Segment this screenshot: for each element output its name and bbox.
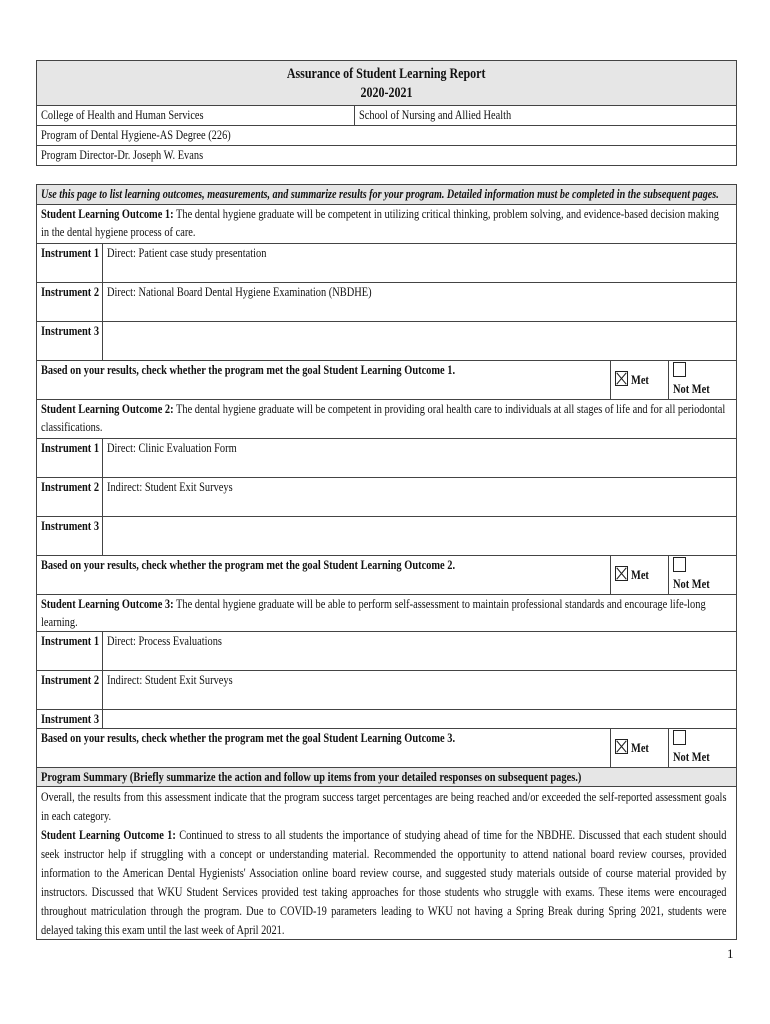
outcome-2-check-question bbox=[37, 556, 611, 595]
outcome-3-met-checkbox[interactable] bbox=[611, 729, 669, 768]
outcome-2-met-checkbox[interactable] bbox=[611, 556, 669, 595]
outcome-1-instrument-3-cell bbox=[103, 322, 737, 361]
program-cell bbox=[37, 126, 737, 146]
outcome-2-instrument-3-cell bbox=[103, 517, 737, 556]
instrument-label: Instrument 1 bbox=[41, 440, 100, 455]
program-name: Program of Dental Hygiene-AS Degree (226) bbox=[41, 127, 231, 142]
instrument-label: Instrument 3 bbox=[41, 711, 100, 726]
college-cell bbox=[37, 106, 355, 126]
not-met-label: Not Met bbox=[673, 381, 710, 396]
instrument-label: Instrument 2 bbox=[41, 479, 100, 494]
not-met-label: Not Met bbox=[673, 749, 710, 764]
outcome-3-instrument-2-cell bbox=[103, 671, 737, 710]
outcome-3-instrument-2-label-cell bbox=[37, 671, 103, 710]
outcome-1-label: Student Learning Outcome 1: bbox=[41, 206, 174, 221]
outcome-3-not-met-checkbox[interactable] bbox=[669, 729, 737, 768]
outcome-1-instrument-1-cell bbox=[103, 244, 737, 283]
instrument-text: Indirect: Student Exit Surveys bbox=[107, 672, 233, 687]
outcomes-table bbox=[36, 184, 737, 940]
report-page bbox=[36, 60, 736, 940]
checkbox-checked-icon[interactable] bbox=[615, 566, 628, 581]
instrument-label: Instrument 1 bbox=[41, 245, 100, 260]
outcome-3-label: Student Learning Outcome 3: bbox=[41, 596, 174, 611]
outcome-1-text: The dental hygiene graduate will be competent in utilizing critical thinking, problem solving, and evidence-based decision making in the dental hygiene process of care. bbox=[41, 206, 719, 239]
outcome-1-instrument-2-label-cell bbox=[37, 283, 103, 322]
outcome-1-instrument-3-label-cell bbox=[37, 322, 103, 361]
met-label: Met bbox=[631, 372, 649, 387]
outcome-2-instrument-3-label-cell bbox=[37, 517, 103, 556]
college-name: College of Health and Human Services bbox=[41, 107, 204, 122]
outcome-3-text: The dental hygiene graduate will be able to perform self-assessment to maintain professional standards and encourage life-long learning. bbox=[41, 596, 706, 629]
check-question-text: Based on your results, check whether the program met the goal Student Learning Outcome 2. bbox=[41, 557, 456, 572]
page-number: 1 bbox=[727, 946, 734, 961]
summary-heading-text: Program Summary (Briefly summarize the action and follow up items from your detailed responses on subsequent pages.) bbox=[41, 769, 582, 784]
summary-overall-text: Overall, the results from this assessment indicate that the program success target percentages are being reached and/or exceeded the self-reported assessment goals in each category. bbox=[41, 789, 727, 823]
check-question-text: Based on your results, check whether the program met the goal Student Learning Outcome 1. bbox=[41, 362, 456, 377]
outcome-3-instrument-1-label-cell bbox=[37, 632, 103, 671]
met-label: Met bbox=[631, 740, 649, 755]
instrument-text: Indirect: Student Exit Surveys bbox=[107, 479, 233, 494]
instrument-text: Direct: Patient case study presentation bbox=[107, 245, 267, 260]
check-question-text: Based on your results, check whether the program met the goal Student Learning Outcome 3. bbox=[41, 730, 456, 745]
outcome-2-not-met-checkbox[interactable] bbox=[669, 556, 737, 595]
report-year: 2020-2021 bbox=[360, 85, 413, 101]
report-title-cell bbox=[37, 61, 737, 106]
outcome-2-instrument-1-cell bbox=[103, 439, 737, 478]
instructions-text: Use this page to list learning outcomes, measurements, and summarize results for your program. Detailed information must be completed in the subsequent pages. bbox=[41, 186, 719, 201]
outcome-2-instrument-2-cell bbox=[103, 478, 737, 517]
outcome-1-not-met-checkbox[interactable] bbox=[669, 361, 737, 400]
instrument-label: Instrument 2 bbox=[41, 672, 100, 687]
program-summary-heading bbox=[37, 768, 737, 787]
outcome-2-instrument-1-label-cell bbox=[37, 439, 103, 478]
checkbox-empty-icon[interactable] bbox=[673, 362, 686, 377]
outcome-3-description bbox=[37, 595, 737, 632]
instructions-row bbox=[37, 185, 737, 205]
summary-outcome-1-label: Student Learning Outcome 1: bbox=[41, 827, 176, 842]
report-title: Assurance of Student Learning Report bbox=[287, 66, 486, 82]
summary-outcome-1-text: Continued to stress to all students the importance of studying ahead of time for the NBDHE. Discussed that each student should seek instructor help if struggling with a concept or understanding material. Recommended the opportunity to attend national board review courses, provided information to the American Dental Hygienists' Association online board review course, and suggested study materials outside of course material provided by instructors. Discussed that WKU Student Services provided test taking approaches for those students who struggle with exams. These items were encouraged throughout matriculation through the program. Due to COVID-19 parameters leading to WKU not having a Spring Break during Spring 2021, students were delayed taking this exam until the last week of April 2021. bbox=[41, 827, 727, 937]
instrument-label: Instrument 2 bbox=[41, 284, 100, 299]
report-header-table bbox=[36, 60, 737, 166]
program-summary-body bbox=[37, 787, 737, 940]
program-director: Program Director-Dr. Joseph W. Evans bbox=[41, 147, 204, 162]
outcome-1-met-checkbox[interactable] bbox=[611, 361, 669, 400]
school-name: School of Nursing and Allied Health bbox=[359, 107, 512, 122]
outcome-2-description bbox=[37, 400, 737, 439]
outcome-1-instrument-1-label-cell bbox=[37, 244, 103, 283]
checkbox-checked-icon[interactable] bbox=[615, 739, 628, 754]
outcome-3-instrument-1-cell bbox=[103, 632, 737, 671]
instrument-text: Direct: Clinic Evaluation Form bbox=[107, 440, 237, 455]
checkbox-checked-icon[interactable] bbox=[615, 371, 628, 386]
outcome-1-instrument-2-cell bbox=[103, 283, 737, 322]
not-met-label: Not Met bbox=[673, 576, 710, 591]
instrument-text: Direct: Process Evaluations bbox=[107, 633, 222, 648]
outcome-2-label: Student Learning Outcome 2: bbox=[41, 401, 174, 416]
outcome-3-check-question bbox=[37, 729, 611, 768]
instrument-label: Instrument 3 bbox=[41, 323, 100, 338]
outcome-1-check-question bbox=[37, 361, 611, 400]
outcome-3-instrument-3-label-cell bbox=[37, 710, 103, 729]
checkbox-empty-icon[interactable] bbox=[673, 730, 686, 745]
instrument-text: Direct: National Board Dental Hygiene Examination (NBDHE) bbox=[107, 284, 372, 299]
outcome-1-description bbox=[37, 205, 737, 244]
outcome-2-instrument-2-label-cell bbox=[37, 478, 103, 517]
checkbox-empty-icon[interactable] bbox=[673, 557, 686, 572]
outcome-2-text: The dental hygiene graduate will be competent in providing oral health care to individuals at all stages of life and for all periodontal classifications. bbox=[41, 401, 726, 434]
outcome-3-instrument-3-cell bbox=[103, 710, 737, 729]
instrument-label: Instrument 1 bbox=[41, 633, 100, 648]
instrument-label: Instrument 3 bbox=[41, 518, 100, 533]
school-cell bbox=[355, 106, 737, 126]
met-label: Met bbox=[631, 567, 649, 582]
director-cell bbox=[37, 146, 737, 166]
